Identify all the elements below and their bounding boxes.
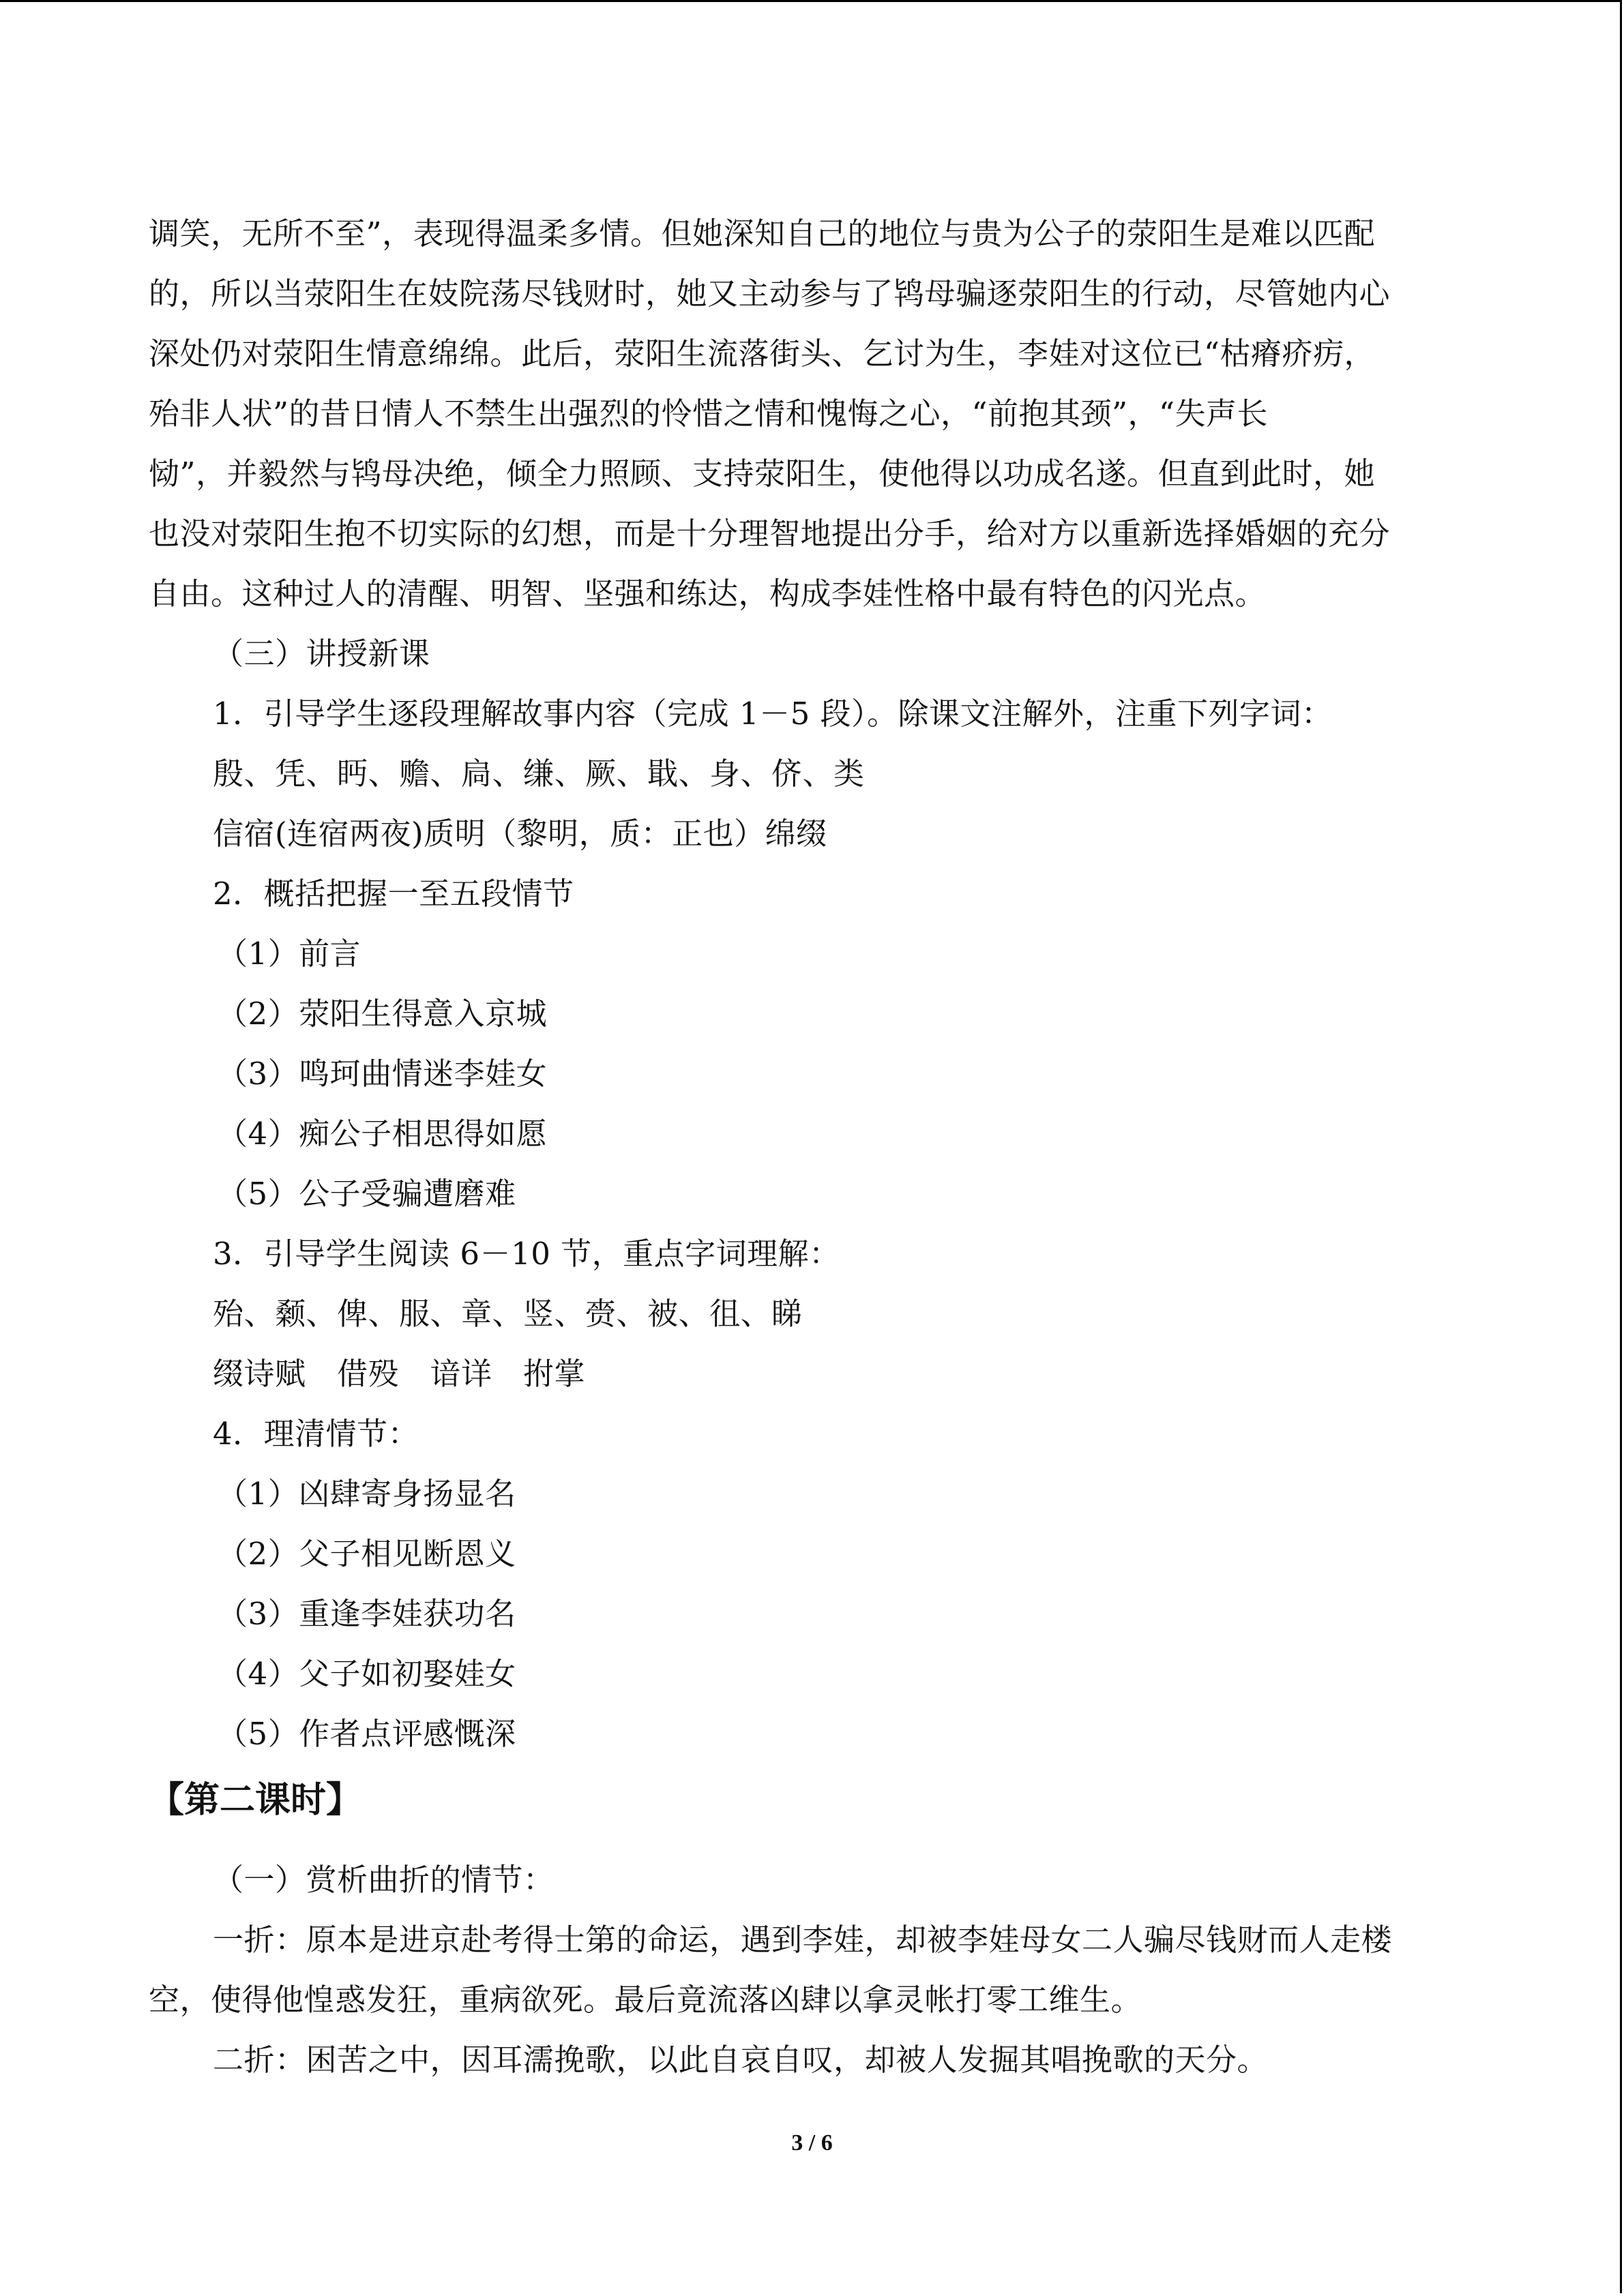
paragraph-line: 调笑，无所不至”，表现得温柔多情。但她深知自己的地位与贵为公子的荥阳生是难以匹配 <box>149 215 1376 252</box>
paragraph-line: 也没对荥阳生抱不切实际的幻想，而是十分理智地提出分手，给对方以重新选择婚姻的充分 <box>149 516 1391 552</box>
paragraph-line: 一折：原本是进京赴考得士第的命运，遇到李娃，却被李娃母女二人骗尽钱财而人走楼 <box>213 1922 1393 1958</box>
word-list: 信宿(连宿两夜)质明（黎明，质：正也）绵缀 <box>213 816 827 852</box>
section-title: （一）赏析曲折的情节： <box>213 1862 555 1898</box>
paragraph-line: 恸”，并毅然与鸨母决绝，倾全力照顾、支持荥阳生，使他得以功成名遂。但直到此时，她 <box>149 456 1376 492</box>
plot-item: （2）父子相见断恩义 <box>217 1536 516 1572</box>
list-item: 2．概括把握一至五段情节 <box>213 876 574 912</box>
page-number: 3 / 6 <box>791 2130 833 2156</box>
paragraph-line: 的，所以当荥阳生在妓院荡尽钱财时，她又主动参与了鸨母骗逐荥阳生的行动，尽管她内心 <box>149 275 1391 312</box>
list-item: 3．引导学生阅读 6－10 节，重点字词理解： <box>213 1236 840 1272</box>
lesson-heading: 【第二课时】 <box>149 1780 362 1821</box>
list-item: 4．理清情节： <box>213 1416 419 1452</box>
plot-item: （5）作者点评感慨深 <box>217 1716 516 1752</box>
word-list: 缀诗赋 借殁 谙详 拊掌 <box>213 1356 586 1392</box>
plot-item: （1）前言 <box>217 936 361 972</box>
word-list: 殆、颡、俾、服、章、竖、赍、被、徂、睇 <box>213 1296 803 1332</box>
word-list: 殷、凭、眄、赡、扃、缣、厥、戢、身、侪、类 <box>213 756 865 792</box>
paragraph-line: 深处仍对荥阳生情意绵绵。此后，荥阳生流落街头、乞讨为生，李娃对这位已“枯瘠疥疠， <box>149 336 1376 372</box>
paragraph-line: 殆非人状”的昔日情人不禁生出强烈的怜惜之情和愧悔之心，“前抱其颈”，“失声长 <box>149 396 1269 432</box>
plot-item: （3）鸣珂曲情迷李娃女 <box>217 1056 548 1092</box>
paragraph-line: 空，使得他惶惑发狂，重病欲死。最后竟流落凶肆以拿灵帐打零工维生。 <box>149 1982 1142 2018</box>
plot-item: （4）痴公子相思得如愿 <box>217 1116 548 1152</box>
plot-item: （2）荥阳生得意入京城 <box>217 996 548 1032</box>
plot-item: （3）重逢李娃获功名 <box>217 1596 516 1632</box>
list-item: 1．引导学生逐段理解故事内容（完成 1－5 段）。除课文注解外，注重下列字词： <box>213 696 1333 732</box>
plot-item: （4）父子如初娶娃女 <box>217 1656 516 1692</box>
paragraph-line: 二折：困苦之中，因耳濡挽歌，以此自哀自叹，却被人发掘其唱挽歌的天分。 <box>213 2042 1269 2078</box>
plot-item: （1）凶肆寄身扬显名 <box>217 1476 516 1512</box>
plot-item: （5）公子受骗遭磨难 <box>217 1176 516 1212</box>
section-title: （三）讲授新课 <box>213 636 430 672</box>
paragraph-line: 自由。这种过人的清醒、明智、坚强和练达，构成李娃性格中最有特色的闪光点。 <box>149 576 1267 612</box>
